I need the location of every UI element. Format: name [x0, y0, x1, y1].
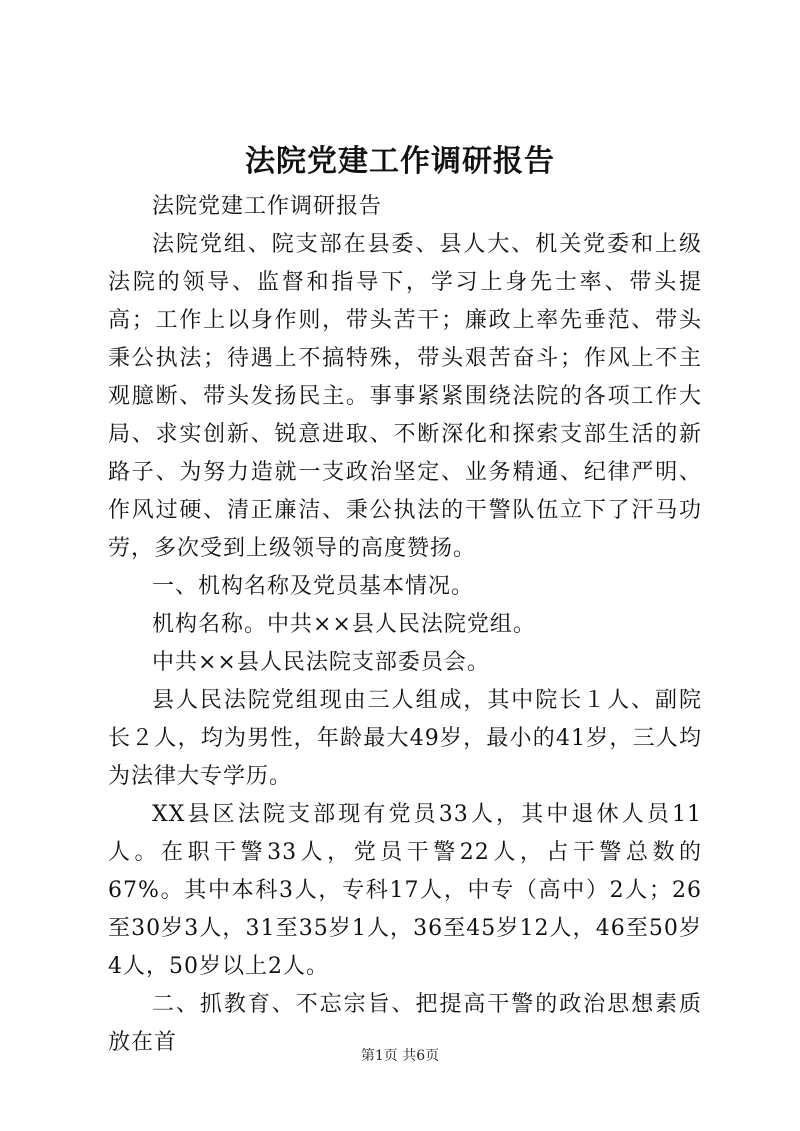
- document-body: [108, 188, 702, 1062]
- document-title: 法院党建工作调研报告: [245, 144, 555, 179]
- paragraph-subtitle: 法院党建工作调研报告: [152, 194, 383, 219]
- paragraph-org-name: 机构名称。中共××县人民法院党组。: [152, 612, 536, 637]
- section-heading-2: 二、抓教育、不忘宗旨、把提高干警的政治思想素质放在首: [108, 992, 702, 1055]
- paragraph-branch-members: XX县区法院支部现有党员33人，其中退休人员11人。在职干警33人，党员干警22人，占干警总数的67%。其中本科3人，专科17人，中专（高中）2人；26至30岁3人，31至35岁1人，36至45岁12人，46至50岁4人，50岁以上2人。: [108, 802, 702, 979]
- paragraph-intro: 法院党组、院支部在县委、县人大、机关党委和上级法院的领导、监督和指导下，学习上身先士率、带头提高；工作上以身作则，带头苦干；廉政上率先垂范、带头秉公执法；待遇上不搞特殊，带头艰苦奋斗；作风上不主观臆断、带头发扬民主。事事紧紧围绕法院的各项工作大局、求实创新、锐意进取、不断深化和探索支部生活的新路子、为努力造就一支政治坚定、业务精通、纪律严明、作风过硬、清正廉洁、秉公执法的干警队伍立下了汗马功劳，多次受到上级领导的高度赞扬。: [108, 232, 702, 561]
- paragraph-branch-committee: 中共××县人民法院支部委员会。: [152, 650, 490, 675]
- page-number: 第1页 共6页: [360, 1048, 440, 1064]
- paragraph-party-group: 县人民法院党组现由三人组成，其中院长１人、副院长２人，均为男性，年龄最大49岁，最小的41岁，三人均为法律大专学历。: [108, 688, 702, 789]
- section-heading-1: 一、机构名称及党员基本情况。: [152, 574, 475, 599]
